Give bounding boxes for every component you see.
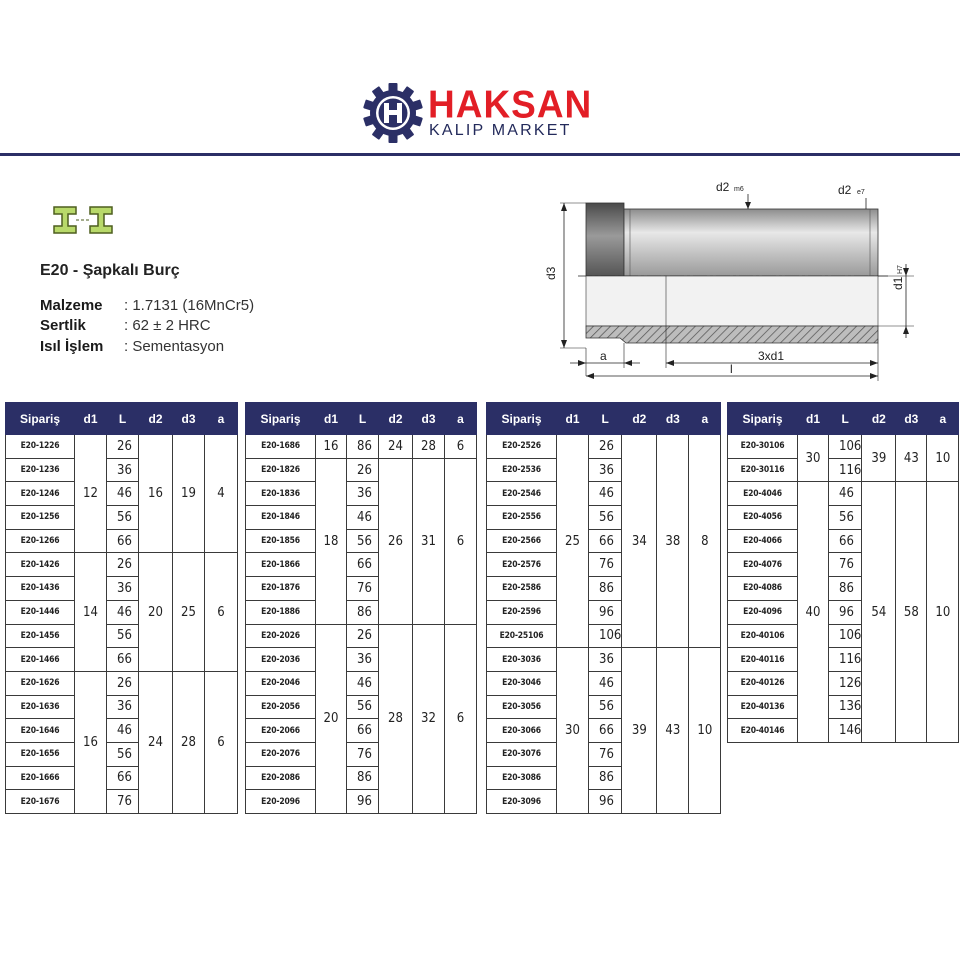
dimension-table-3	[486, 402, 721, 814]
value-length: 56	[107, 742, 139, 766]
order-code: E20-1456	[6, 624, 75, 648]
order-code: E20-1856	[246, 529, 316, 553]
value-length: 46	[589, 671, 622, 695]
column-header: d3	[657, 403, 689, 435]
value-length: 46	[107, 600, 139, 624]
order-code: E20-2076	[246, 742, 316, 766]
table-row	[246, 624, 477, 648]
value-length: 76	[589, 742, 622, 766]
order-code: E20-3046	[487, 671, 557, 695]
value-length: 26	[107, 671, 139, 695]
value-length: 106	[589, 624, 622, 648]
value-a: 6	[205, 671, 238, 813]
order-code: E20-1266	[6, 529, 75, 553]
value-d2: 39	[622, 648, 657, 814]
order-code: E20-1256	[6, 506, 75, 530]
value-length: 46	[107, 482, 139, 506]
order-code: E20-1436	[6, 577, 75, 601]
order-code: E20-1866	[246, 553, 316, 577]
value-d1: 18	[316, 458, 347, 624]
order-code: E20-1826	[246, 458, 316, 482]
value-d2: 26	[379, 458, 413, 624]
column-header: Sipariş	[728, 403, 798, 435]
order-code: E20-2586	[487, 577, 557, 601]
column-header: d2	[139, 403, 173, 435]
table-row	[6, 553, 238, 577]
value-length: 126	[829, 671, 862, 695]
dimension-table-1	[5, 402, 238, 814]
dim-label-d2-e7: d2	[838, 183, 852, 197]
column-header: d2	[379, 403, 413, 435]
value-length: 26	[589, 435, 622, 459]
bushing-body	[624, 209, 878, 276]
order-code: E20-3056	[487, 695, 557, 719]
value-length: 96	[589, 790, 622, 814]
value-d1: 14	[75, 553, 107, 671]
brand-subtitle: KALIP MARKET	[429, 122, 572, 139]
value-length: 26	[347, 624, 379, 648]
order-code: E20-2036	[246, 648, 316, 672]
value-d3: 58	[896, 482, 927, 743]
value-length: 76	[589, 553, 622, 577]
spec-label: Sertlik	[40, 317, 86, 334]
column-header: d2	[622, 403, 657, 435]
value-length: 36	[107, 458, 139, 482]
column-header: d1	[557, 403, 589, 435]
value-d3: 19	[173, 435, 205, 553]
value-d1: 25	[557, 435, 589, 648]
order-code: E20-40106	[728, 624, 798, 648]
order-code: E20-30106	[728, 435, 798, 459]
column-header: a	[445, 403, 477, 435]
value-d2: 24	[139, 671, 173, 813]
order-code: E20-1246	[6, 482, 75, 506]
dim-label-d3: d3	[544, 266, 558, 280]
value-length: 56	[589, 695, 622, 719]
value-length: 66	[829, 529, 862, 553]
order-code: E20-40126	[728, 671, 798, 695]
order-code: E20-3066	[487, 719, 557, 743]
table-row	[6, 435, 238, 459]
value-a: 6	[445, 458, 477, 624]
order-code: E20-40136	[728, 695, 798, 719]
value-length: 96	[347, 790, 379, 814]
order-code: E20-3086	[487, 766, 557, 790]
value-a: 6	[205, 553, 238, 671]
order-code: E20-1876	[246, 577, 316, 601]
value-a: 10	[927, 435, 959, 482]
value-d1: 16	[316, 435, 347, 459]
value-a: 6	[445, 624, 477, 814]
section-hatch	[586, 326, 878, 343]
value-a: 10	[927, 482, 959, 743]
order-code: E20-1666	[6, 766, 75, 790]
header-divider	[0, 153, 960, 156]
table-row	[728, 435, 959, 459]
value-length: 86	[347, 766, 379, 790]
order-code: E20-2556	[487, 506, 557, 530]
order-code: E20-1846	[246, 506, 316, 530]
order-code: E20-2046	[246, 671, 316, 695]
value-length: 96	[829, 600, 862, 624]
value-length: 26	[107, 553, 139, 577]
column-header: d1	[75, 403, 107, 435]
value-d2: 16	[139, 435, 173, 553]
order-code: E20-1426	[6, 553, 75, 577]
value-d1: 30	[557, 648, 589, 814]
value-length: 86	[829, 577, 862, 601]
order-code: E20-2596	[487, 600, 557, 624]
value-d3: 28	[413, 435, 445, 459]
order-code: E20-1636	[6, 695, 75, 719]
order-code: E20-1226	[6, 435, 75, 459]
column-header: d1	[316, 403, 347, 435]
value-length: 116	[829, 648, 862, 672]
order-code: E20-1646	[6, 719, 75, 743]
value-length: 146	[829, 719, 862, 743]
value-d3: 38	[657, 435, 689, 648]
value-d2: 28	[379, 624, 413, 814]
value-d3: 25	[173, 553, 205, 671]
value-length: 36	[107, 695, 139, 719]
order-code: E20-2096	[246, 790, 316, 814]
value-length: 56	[829, 506, 862, 530]
value-d2: 24	[379, 435, 413, 459]
value-length: 46	[347, 671, 379, 695]
bushing-profile-icon	[52, 205, 114, 235]
value-length: 116	[829, 458, 862, 482]
order-code: E20-1236	[6, 458, 75, 482]
value-length: 76	[829, 553, 862, 577]
value-length: 66	[589, 719, 622, 743]
value-length: 136	[829, 695, 862, 719]
value-length: 86	[347, 600, 379, 624]
value-a: 6	[445, 435, 477, 459]
value-length: 56	[107, 624, 139, 648]
order-code: E20-25106	[487, 624, 557, 648]
order-code: E20-40116	[728, 648, 798, 672]
order-code: E20-3036	[487, 648, 557, 672]
dim-label-d2-m6: d2	[716, 180, 730, 194]
table-row	[728, 482, 959, 506]
order-code: E20-4076	[728, 553, 798, 577]
order-code: E20-2536	[487, 458, 557, 482]
value-length: 46	[829, 482, 862, 506]
bushing-bore	[586, 276, 878, 326]
product-title: E20 - Şapkalı Burç	[40, 262, 180, 279]
column-header: L	[829, 403, 862, 435]
spec-value: : 62 ± 2 HRC	[124, 317, 211, 334]
table-row	[246, 458, 477, 482]
column-header: d3	[896, 403, 927, 435]
value-length: 66	[589, 529, 622, 553]
value-length: 66	[107, 529, 139, 553]
table-row	[487, 648, 721, 672]
value-length: 86	[589, 577, 622, 601]
order-code: E20-1886	[246, 600, 316, 624]
order-code: E20-1466	[6, 648, 75, 672]
order-code: E20-1676	[6, 790, 75, 814]
value-d2: 39	[862, 435, 896, 482]
value-length: 66	[107, 766, 139, 790]
order-code: E20-4046	[728, 482, 798, 506]
order-code: E20-30116	[728, 458, 798, 482]
table-row	[487, 435, 721, 459]
value-length: 56	[107, 506, 139, 530]
value-length: 46	[347, 506, 379, 530]
dim-label-a: a	[600, 349, 607, 363]
value-length: 76	[347, 577, 379, 601]
value-d1: 20	[316, 624, 347, 814]
value-length: 76	[107, 790, 139, 814]
dim-label-d1: d1	[891, 276, 905, 290]
column-header: a	[205, 403, 238, 435]
brand-name: HAKSAN	[428, 82, 593, 126]
column-header: Sipariş	[246, 403, 316, 435]
order-code: E20-1626	[6, 671, 75, 695]
value-length: 46	[589, 482, 622, 506]
value-length: 86	[347, 435, 379, 459]
order-code: E20-4096	[728, 600, 798, 624]
tol-label-e7: e7	[857, 189, 865, 196]
column-header: L	[589, 403, 622, 435]
spec-label: Isıl İşlem	[40, 338, 104, 355]
value-d2: 20	[139, 553, 173, 671]
order-code: E20-2576	[487, 553, 557, 577]
value-length: 46	[107, 719, 139, 743]
value-length: 26	[107, 435, 139, 459]
value-length: 66	[107, 648, 139, 672]
value-length: 96	[589, 600, 622, 624]
value-length: 66	[347, 719, 379, 743]
dimension-table-4	[727, 402, 959, 743]
value-d1: 16	[75, 671, 107, 813]
spec-value: : Sementasyon	[124, 338, 225, 355]
order-code: E20-1446	[6, 600, 75, 624]
column-header: a	[927, 403, 959, 435]
column-header: Sipariş	[487, 403, 557, 435]
order-code: E20-2026	[246, 624, 316, 648]
bushing-head	[586, 203, 624, 276]
value-length: 36	[589, 458, 622, 482]
order-code: E20-4066	[728, 529, 798, 553]
value-length: 56	[347, 529, 379, 553]
value-length: 36	[107, 577, 139, 601]
value-d1: 40	[798, 482, 829, 743]
value-length: 36	[347, 648, 379, 672]
order-code: E20-40146	[728, 719, 798, 743]
tol-label-h7: H7	[897, 265, 904, 274]
value-d3: 28	[173, 671, 205, 813]
column-header: a	[689, 403, 721, 435]
value-length: 106	[829, 435, 862, 459]
value-length: 106	[829, 624, 862, 648]
value-d2: 54	[862, 482, 896, 743]
value-length: 56	[347, 695, 379, 719]
value-d3: 31	[413, 458, 445, 624]
value-a: 4	[205, 435, 238, 553]
value-d3: 43	[896, 435, 927, 482]
dimension-table-2	[245, 402, 477, 814]
order-code: E20-3096	[487, 790, 557, 814]
dim-label-l: l	[730, 362, 733, 376]
value-length: 86	[589, 766, 622, 790]
column-header: L	[347, 403, 379, 435]
order-code: E20-4056	[728, 506, 798, 530]
technical-drawing	[544, 176, 928, 386]
value-d1: 12	[75, 435, 107, 553]
table-row	[6, 671, 238, 695]
haksan-logo	[362, 82, 602, 144]
order-code: E20-4086	[728, 577, 798, 601]
value-length: 36	[589, 648, 622, 672]
value-d2: 34	[622, 435, 657, 648]
value-length: 26	[347, 458, 379, 482]
value-a: 10	[689, 648, 721, 814]
order-code: E20-2526	[487, 435, 557, 459]
column-header: L	[107, 403, 139, 435]
order-code: E20-2566	[487, 529, 557, 553]
column-header: d3	[173, 403, 205, 435]
order-code: E20-2066	[246, 719, 316, 743]
column-header: d3	[413, 403, 445, 435]
value-length: 56	[589, 506, 622, 530]
value-d3: 43	[657, 648, 689, 814]
order-code: E20-2546	[487, 482, 557, 506]
value-a: 8	[689, 435, 721, 648]
spec-value: : 1.7131 (16MnCr5)	[124, 297, 255, 314]
column-header: d2	[862, 403, 896, 435]
order-code: E20-3076	[487, 742, 557, 766]
gear-logo-icon	[362, 82, 424, 144]
order-code: E20-2086	[246, 766, 316, 790]
tol-label-m6: m6	[734, 186, 744, 193]
column-header: Sipariş	[6, 403, 75, 435]
value-d3: 32	[413, 624, 445, 814]
spec-label: Malzeme	[40, 297, 103, 314]
order-code: E20-1686	[246, 435, 316, 459]
dim-label-3xd1: 3xd1	[758, 349, 785, 363]
value-length: 36	[347, 482, 379, 506]
order-code: E20-2056	[246, 695, 316, 719]
order-code: E20-1836	[246, 482, 316, 506]
value-length: 76	[347, 742, 379, 766]
table-row	[246, 435, 477, 459]
value-length: 66	[347, 553, 379, 577]
column-header: d1	[798, 403, 829, 435]
value-d1: 30	[798, 435, 829, 482]
order-code: E20-1656	[6, 742, 75, 766]
